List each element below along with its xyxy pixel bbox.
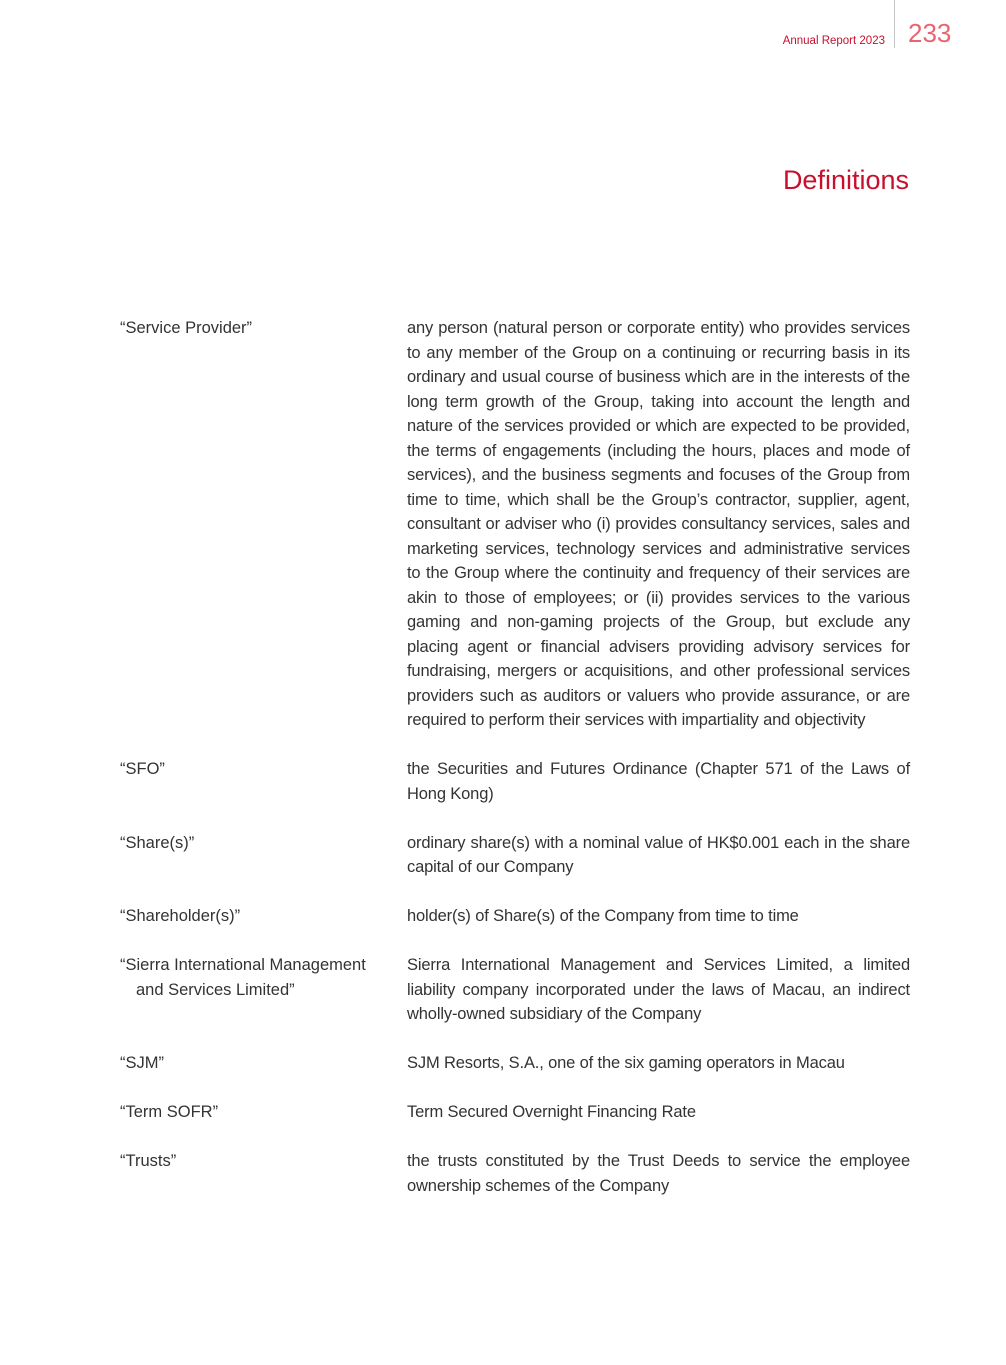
definition-text: holder(s) of Share(s) of the Company from time to time [407,907,799,925]
page-title: Definitions [782,165,909,195]
definition-term: “Trusts” [120,1152,177,1170]
page-header [0,0,1006,60]
definition-term: “Share(s)” [120,833,195,852]
definition-term: “Term SOFR” [120,1103,219,1121]
definition-text: SJM Resorts, S.A., one of the six gaming operators in Macau [407,1054,845,1072]
definition-term: “Sierra International Management and Services Limited” [120,956,366,999]
definition-term: “SJM” [120,1054,164,1072]
definition-term: “SFO” [120,760,165,778]
definition-text: the trusts constituted by the Trust Deeds to service the employee ownership schemes of the Company [407,1152,910,1195]
definition-row [120,904,910,929]
definition-term: “Service Provider” [120,319,253,337]
definitions-list [120,316,910,1223]
header-divider [894,0,895,48]
definition-row [120,1051,910,1076]
definition-text: any person (natural person or corporate entity) who provides services to any member of the Group on a continuing or recurring basis in its ordinary and usual course of business which are in the interests of the long term growth of the Group, taking into account the length and nature of the services provided or which are expected to be provided, the terms of engagements (including the hours, places and mode of services), and the business segments and focuses of the Group from time to time, which shall be the Group’s contractor, supplier, agent, consultant or adviser who (i) provides consultancy services, sales and marketing services, technology services and administrative services to the Group where the continuity and frequency of their services are akin to those of employees; or (ii) provides services to the various gaming and non-gaming projects of the Group, but exclude any placing agent or financial advisers providing advisory services for fundraising, mergers or acquisitions, and other professional services providers such as auditors or valuers who provide assurance, or are required to perform their services with impartiality and objectivity [407,319,910,729]
definition-row [120,953,910,1027]
page-number: 233 [908,18,952,48]
definition-text: ordinary share(s) with a nominal value of HK$0.001 each in the share capital of our Company [407,833,910,876]
definition-row [120,1149,910,1198]
report-name: Annual Report 2023 [782,35,885,47]
definition-row [120,1100,910,1125]
definition-row [120,757,910,806]
definition-text: the Securities and Futures Ordinance (Chapter 571 of the Laws of Hong Kong) [407,760,910,803]
definition-text: Term Secured Overnight Financing Rate [407,1103,696,1121]
definition-text: Sierra International Management and Services Limited, a limited liability company incorporated under the laws of Macau, an indirect wholly-owned subsidiary of the Company [407,956,910,1023]
definition-row [120,831,910,880]
definition-row [120,316,910,733]
definition-term: “Shareholder(s)” [120,907,241,925]
